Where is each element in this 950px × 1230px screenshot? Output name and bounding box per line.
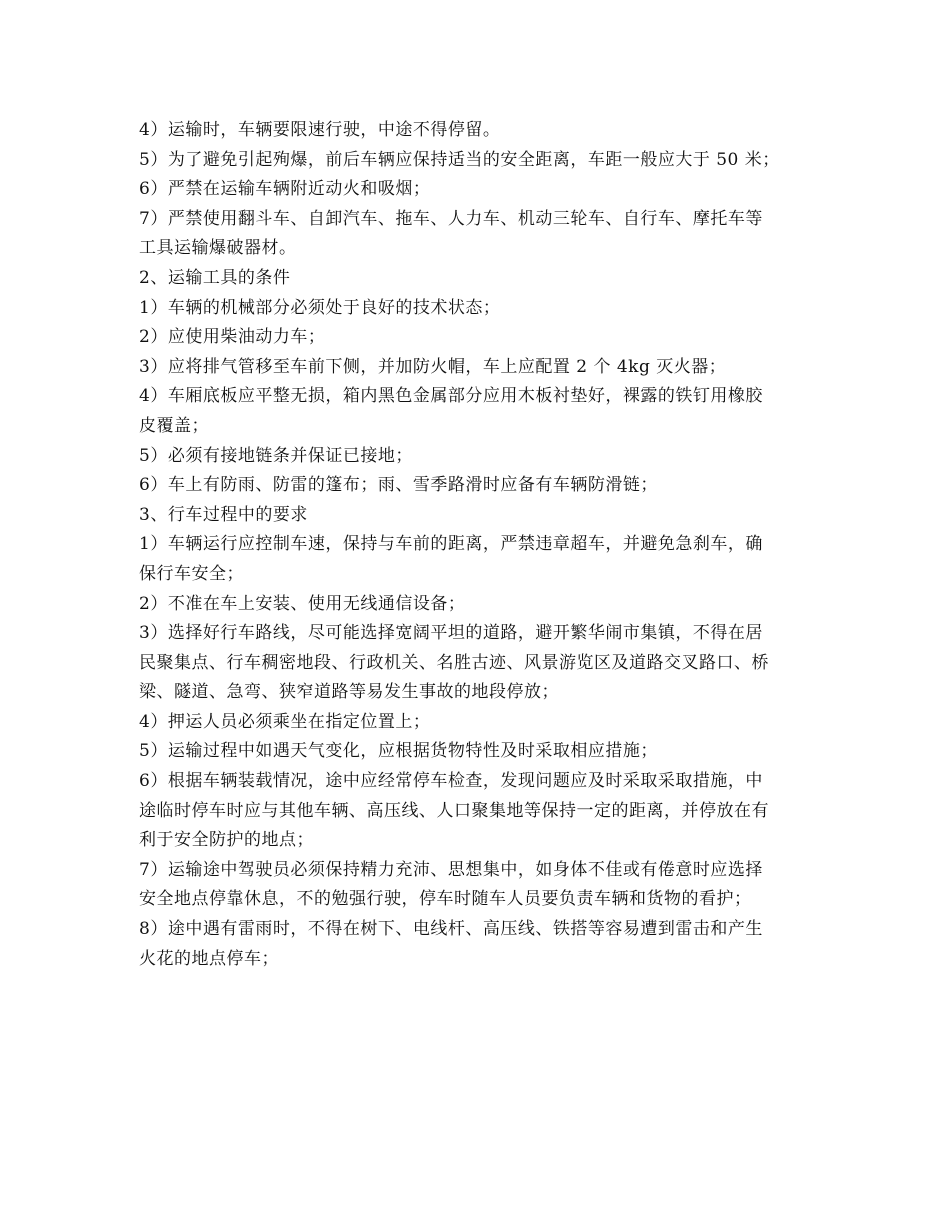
text-line: 安全地点停靠休息，不的勉强行驶，停车时随车人员要负责车辆和货物的看护； [139,889,752,910]
text-line: 4）车厢底板应平整无损，箱内黑色金属部分应用木板衬垫好，裸露的铁钉用橡胶 [139,386,763,407]
text-line: 3）选择好行车路线，尽可能选择宽阔平坦的道路，避开繁华闹市集镇，不得在居 [139,623,763,644]
text-line: 2）不准在车上安装、使用无线通信设备； [139,593,466,614]
text-line: 2）应使用柴油动力车； [139,327,326,348]
text-line: 5）运输过程中如遇天气变化，应根据货物特性及时采取相应措施； [139,741,658,762]
text-line: 工具运输爆破器材。 [139,238,297,259]
text-line: 4）押运人员必须乘坐在指定位置上； [139,711,431,732]
text-line: 5）必须有接地链条并保证已接地； [139,445,413,466]
text-line: 6）根据车辆装载情况，途中应经常停车检查，发现问题应及时采取采取措施，中 [139,771,763,792]
text-line: 6）严禁在运输车辆附近动火和吸烟； [139,179,431,200]
section-heading: 3、行车过程中的要求 [139,504,308,525]
text-line: 皮覆盖； [139,415,209,436]
text-line: 梁、隧道、急弯、狭窄道路等易发生事故的地段停放； [139,682,559,703]
text-line: 4）运输时，车辆要限速行驶，中途不得停留。 [139,120,501,140]
text-line: 利于安全防护的地点； [139,830,314,851]
text-line: 7）严禁使用翻斗车、自卸汽车、拖车、人力车、机动三轮车、自行车、摩托车等 [139,208,763,229]
section-heading: 2、运输工具的条件 [139,267,291,288]
text-line: 7）运输途中驾驶员必须保持精力充沛、思想集中，如身体不佳或有倦意时应选择 [139,859,763,880]
text-line: 3）应将排气管移至车前下侧，并加防火帽，车上应配置 2 个 4kg 灭火器； [139,356,727,377]
text-line: 6）车上有防雨、防雷的篷布；雨、雪季路滑时应备有车辆防滑链； [139,475,658,496]
text-line: 火花的地点停车； [139,948,279,969]
text-line: 民聚集点、行车稠密地段、行政机关、名胜古迹、风景游览区及道路交叉路口、桥 [139,652,769,673]
text-line: 1）车辆的机械部分必须处于良好的技术状态； [139,297,501,318]
text-line: 5）为了避免引起殉爆，前后车辆应保持适当的安全距离，车距一般应大于 50 米； [139,149,780,170]
text-line: 保行车安全； [139,563,244,584]
text-line: 8）途中遇有雷雨时，不得在树下、电线杆、高压线、铁搭等容易遭到雷击和产生 [139,919,763,940]
text-line: 1）车辆运行应控制车速，保持与车前的距离，严禁违章超车，并避免急刹车，确 [139,534,763,555]
document-body [139,116,819,974]
text-line: 途临时停车时应与其他车辆、高压线、人口聚集地等保持一定的距离，并停放在有 [139,800,769,821]
